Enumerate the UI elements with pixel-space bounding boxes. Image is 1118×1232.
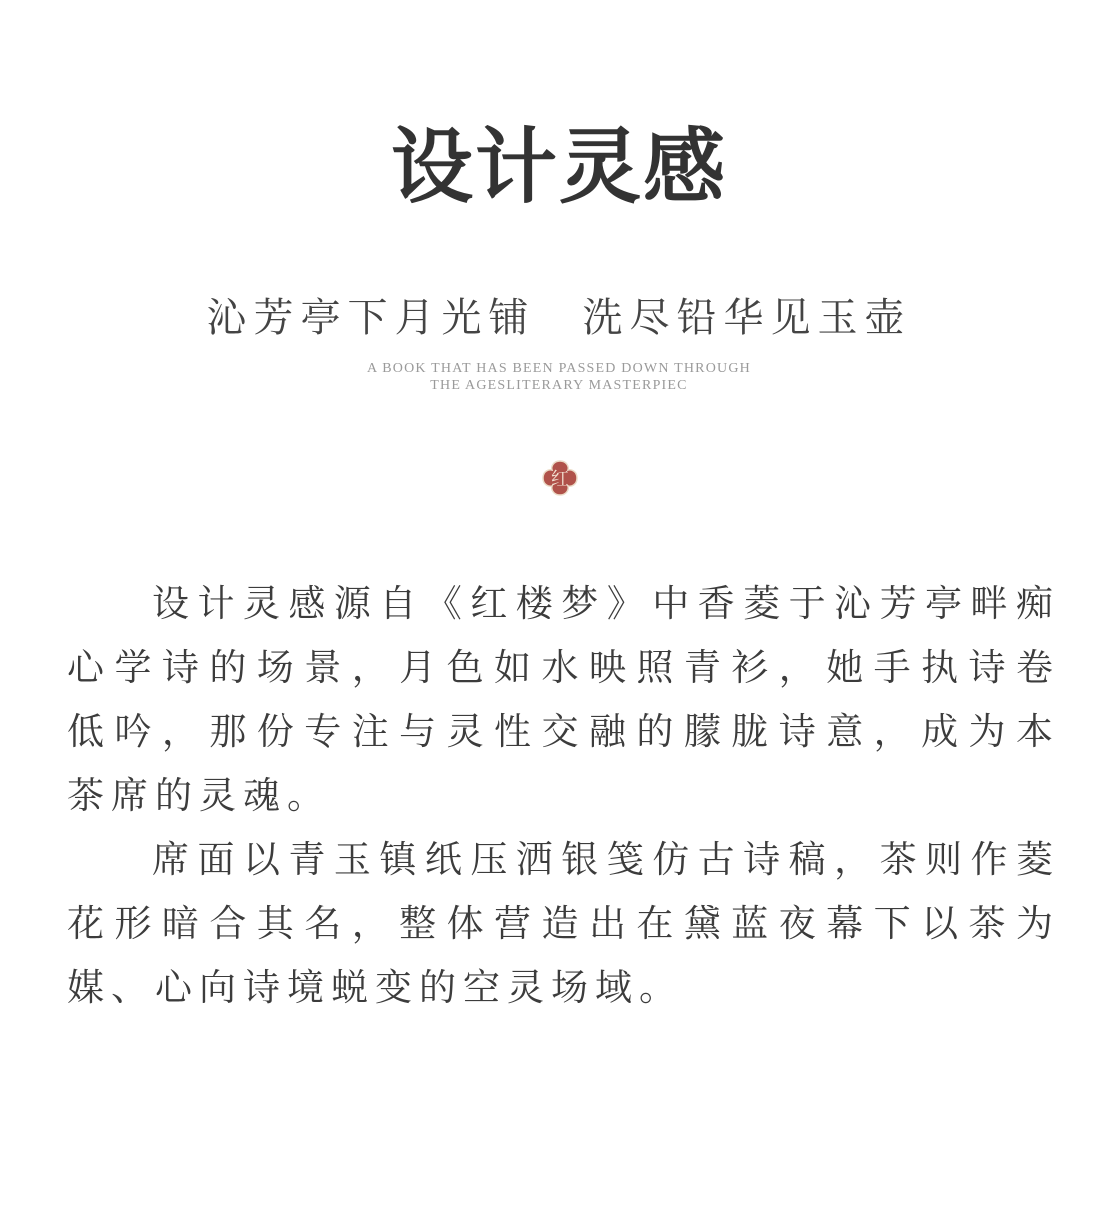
text-line: 席面以青玉镇纸压洒银笺仿古诗稿，茶则作菱 <box>152 838 1053 881</box>
english-line: THE AGESLITERARY MASTERPIEC <box>430 378 688 393</box>
page-title: 设计灵感 <box>390 119 727 215</box>
emblem-char: 红 <box>551 469 569 490</box>
text-line: 花形暗合其名，整体营造出在黛蓝夜幕下以茶为 <box>67 902 1053 945</box>
text-line: 媒、心向诗境蜕变的空灵场域。 <box>67 966 683 1009</box>
english-tagline <box>0 360 1118 394</box>
text-line: 心学诗的场景，月色如水映照青衫，她手执诗卷 <box>67 646 1053 689</box>
text-line: 茶席的灵魂。 <box>67 774 331 817</box>
hong-seal-icon <box>540 458 580 498</box>
text-line: 设计灵感源自《红楼梦》中香菱于沁芳亭畔痴 <box>152 582 1053 625</box>
subtitle: 沁芳亭下月光铺 洗尽铅华见玉壶 <box>206 295 912 341</box>
text-line: 低吟，那份专注与灵性交融的朦胧诗意，成为本 <box>67 710 1053 753</box>
english-line: A BOOK THAT HAS BEEN PASSED DOWN THROUGH <box>367 361 751 376</box>
description-body <box>67 572 1053 1020</box>
